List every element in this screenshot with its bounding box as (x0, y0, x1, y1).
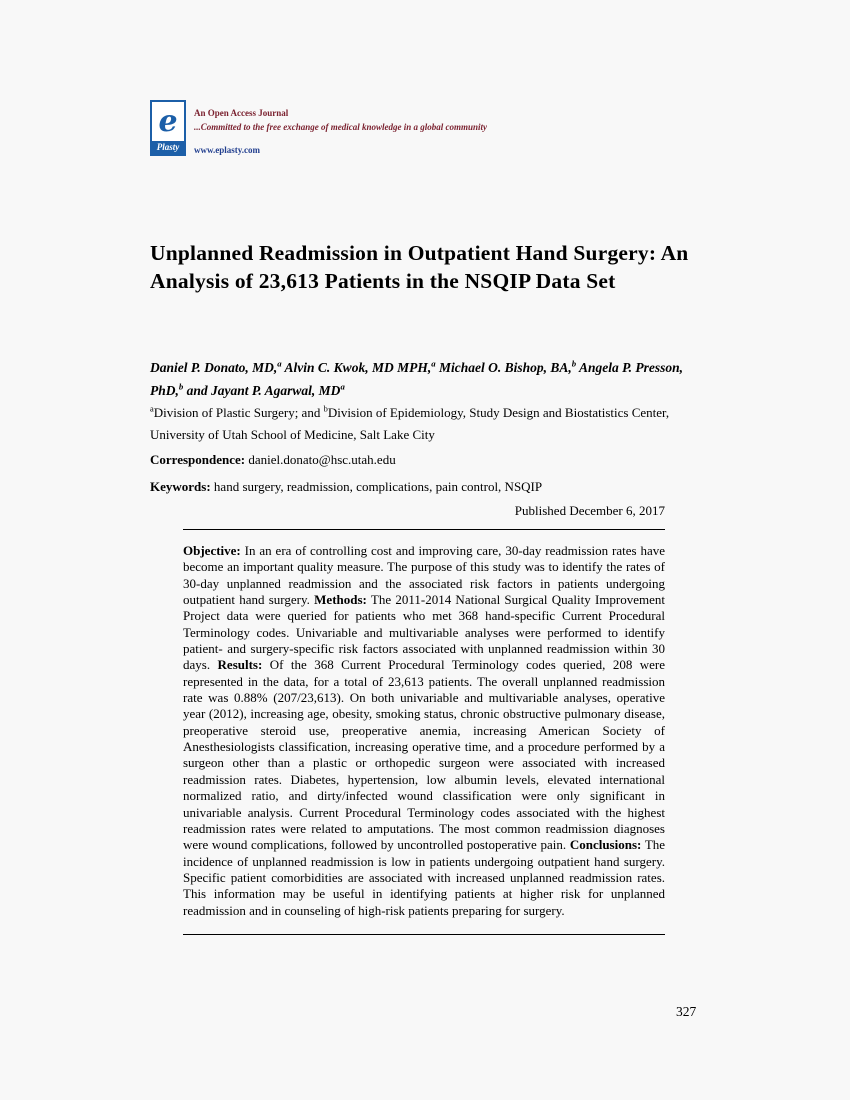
eplasty-logo-icon (150, 100, 186, 156)
journal-tagline-block (194, 100, 487, 156)
abstract-methods-text: The 2011-2014 National Surgical Quality Improvement Project data were queried for patients who met 368 hand-specific Current Procedural Terminology codes. Univariable and multivariable analyses were performed to identify patient- and surgery-specific risk factors associated with unplanned readmission within 30 days. (183, 592, 666, 673)
correspondence-label: Correspondence: (150, 452, 246, 467)
page-number: 327 (676, 1004, 697, 1019)
journal-website-url: www.eplasty.com (194, 145, 260, 155)
keywords-line (150, 479, 702, 495)
eplasty-logo (150, 100, 487, 156)
abstract-bottom-rule (183, 934, 665, 935)
eplasty-e-glyph: e (158, 103, 178, 139)
abstract-objective-text: In an era of controlling cost and improving care, 30-day readmission rates have become an important quality measure. The purpose of this study was to identify the rates of 30-day unplanned readmission and the associated risk factors in patients undergoing outpatient hand surgery. (183, 543, 665, 608)
correspondence-line (150, 452, 702, 468)
journal-mission-line: ...Committed to the free exchange of medical knowledge in a global community (194, 122, 487, 132)
abstract-conclusions-label: Conclusions: (569, 837, 642, 853)
abstract-objective-label: Objective: (183, 543, 241, 558)
abstract-methods-label: Methods: (314, 592, 367, 608)
abstract-top-rule (183, 529, 665, 530)
keywords-value: hand surgery, readmission, complications, pain control, NSQIP (213, 479, 543, 494)
abstract-block (183, 503, 665, 935)
published-date: Published December 6, 2017 (514, 503, 665, 518)
journal-open-access-line: An Open Access Journal (194, 108, 289, 118)
abstract-results-label: Results: (217, 657, 263, 673)
abstract-conclusions-text: The incidence of unplanned readmission is low in patients undergoing outpatient hand surgery. Specific patient comorbidities are associated with increased unplanned readmission rates. This information may be useful in identifying patients at higher risk for unplanned readmission and in counseling of high-risk patients preparing for surgery. (183, 837, 666, 918)
correspondence-email: daniel.donato@hsc.utah.edu (248, 452, 396, 467)
affiliations: $^a$Division of Plastic Surgery; and $^b$Division of Epidemiology, Study Design and Biostatistics Center, University of Utah School of Medicine, Salt Lake City (150, 403, 670, 442)
abstract-results-text: Of the 368 Current Procedural Terminology codes queried, 208 were represented in the data, for a total of 23,613 patients. The overall unplanned readmission rate was 0.88% (207/23,613). On both univariable and multivariable analyses, operative year (2012), increasing age, obesity, smoking status, chronic obstructive pulmonary disease, preoperative steroid use, preoperative anemia, increasing American Society of Anesthesiologists classification, increasing operative time, and a procedure performed by a surgeon other than a plastic or orthopedic surgeon were associated with increased readmission rates. Diabetes, hypertension, low albumin levels, elevated international normalized ratio, and dirty/infected wound classification were only significant in univariable analysis. Current Procedural Terminology codes associated with the highest readmission rates were related to amputations. The most common readmission diagnoses were wound complications, followed by uncontrolled postoperative pain. (183, 657, 666, 853)
eplasty-wordmark: Plasty (152, 141, 184, 154)
author-list: Daniel P. Donato, MD,$^a$ Alvin C. Kwok, MD MPH,$^a$ Michael O. Bishop, BA,$^b$ Angela P. Presson, PhD,$^b$ and Jayant P. Agarwal, $MD^a$ (150, 358, 684, 398)
article-title: Unplanned Readmission in Outpatient Hand Surgery: An Analysis of 23,613 Patients in the NSQIP Data Set (150, 241, 689, 293)
abstract-text (183, 543, 665, 919)
keywords-label: Keywords: (150, 479, 211, 494)
